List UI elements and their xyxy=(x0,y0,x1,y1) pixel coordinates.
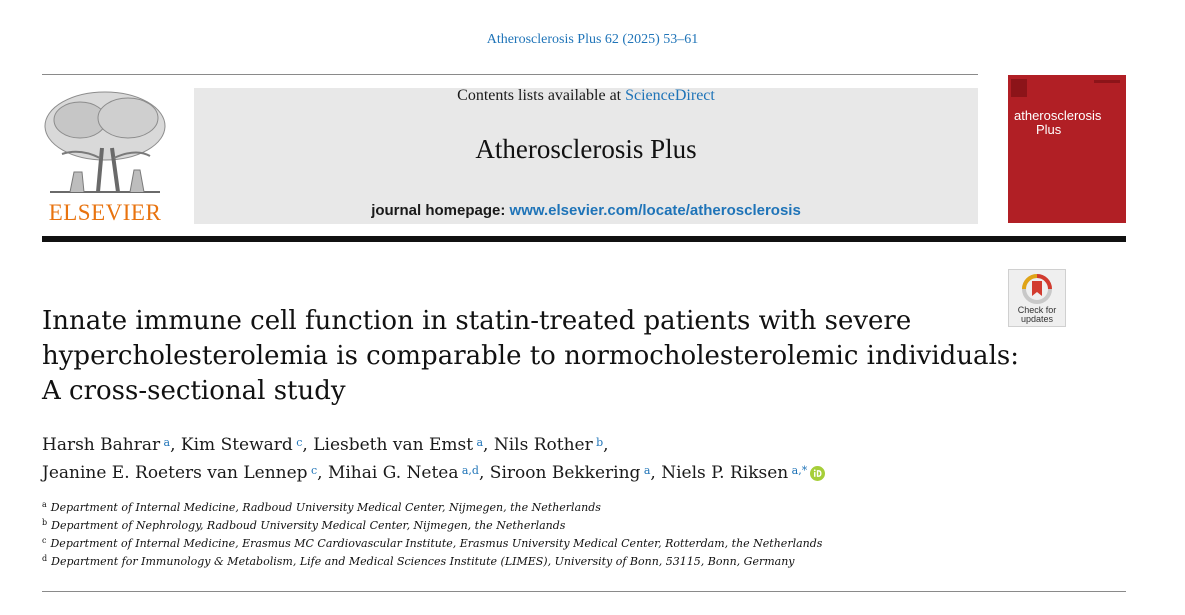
author-line-1: Harsh Bahrar $^a$, Kim Steward $^c$, Liesbeth van Emst $^a$, Nils Rother $^b$, xyxy=(42,435,609,455)
affiliation-text: Department of Internal Medicine, Erasmus MC Cardiovascular Institute, Erasmus University Medical Center, Rotterdam, the Netherlands xyxy=(50,537,823,550)
affiliation-text: Department of Nephrology, Radboud University Medical Center, Nijmegen, the Netherlands xyxy=(51,519,566,532)
bottom-rule xyxy=(42,591,1126,592)
cover-title-line1: atherosclerosis xyxy=(1014,108,1102,123)
affiliation-item xyxy=(42,499,1142,517)
contents-prefix: Contents lists available at xyxy=(457,87,626,104)
elsevier-wordmark: ELSEVIER xyxy=(48,200,162,225)
homepage-line xyxy=(194,202,978,219)
cover-title-line2: Plus xyxy=(1036,122,1062,137)
check-line1: Check for xyxy=(1017,305,1057,315)
author-name[interactable]: Siroon Bekkering xyxy=(489,463,641,483)
affiliation-text: Department for Immunology & Metabolism, Life and Medical Sciences Institute (LIMES), University of Bonn, 53115, Bonn, Germany xyxy=(51,555,795,568)
affiliation-list xyxy=(42,499,1142,571)
author-name[interactable]: Jeanine E. Roeters van Lennep xyxy=(42,463,308,483)
article-title xyxy=(42,304,1019,409)
sciencedirect-link[interactable]: ScienceDirect xyxy=(625,87,715,104)
cover-logo-icon xyxy=(1008,75,1126,105)
homepage-prefix: journal homepage: xyxy=(371,202,510,219)
cover-title xyxy=(1014,109,1126,137)
title-line: Innate immune cell function in statin-treated patients with severe xyxy=(42,306,912,336)
affiliation-marker[interactable]: c xyxy=(310,464,318,477)
affiliation-marker[interactable]: a,* xyxy=(791,464,808,477)
affiliation-marker[interactable]: a xyxy=(163,436,171,449)
affiliation-marker[interactable]: b xyxy=(596,436,604,449)
elsevier-logo[interactable] xyxy=(40,88,170,228)
homepage-link[interactable]: www.elsevier.com/locate/atherosclerosis xyxy=(509,202,801,219)
author-name[interactable]: Mihai G. Netea xyxy=(327,463,459,483)
author-name[interactable]: Nils Rother xyxy=(493,435,593,455)
journal-citation[interactable] xyxy=(0,32,1185,48)
affiliation-marker[interactable]: a,d xyxy=(461,464,479,477)
crossmark-icon xyxy=(1009,270,1065,306)
journal-banner xyxy=(194,88,978,224)
affiliation-marker[interactable]: a xyxy=(476,436,484,449)
affiliation-key: a xyxy=(42,500,47,509)
contents-line xyxy=(194,87,978,105)
affiliation-item xyxy=(42,535,1142,553)
elsevier-tree-logo-icon xyxy=(40,88,170,200)
top-rule xyxy=(42,74,978,75)
affiliation-key: d xyxy=(42,554,48,563)
affiliation-text: Department of Internal Medicine, Radboud University Medical Center, Nijmegen, the Netherlands xyxy=(50,501,601,514)
journal-name: Atherosclerosis Plus xyxy=(475,134,697,164)
affiliation-marker[interactable]: a xyxy=(643,464,651,477)
author-name[interactable]: Liesbeth van Emst xyxy=(313,435,474,455)
title-line: A cross-sectional study xyxy=(42,376,346,406)
citation-link[interactable]: Atherosclerosis Plus 62 (2025) 53–61 xyxy=(486,32,699,47)
affiliation-marker[interactable]: c xyxy=(296,436,303,449)
title-line: hypercholesterolemia is comparable to normocholesterolemic individuals: xyxy=(42,341,1019,371)
check-line2: updates xyxy=(1020,314,1054,324)
affiliation-item xyxy=(42,517,1142,535)
check-for-updates-button[interactable] xyxy=(1008,269,1066,327)
author-list xyxy=(42,431,1042,487)
check-for-updates-label xyxy=(1009,306,1065,324)
author-name[interactable]: Niels P. Riksen xyxy=(661,463,789,483)
affiliation-key: b xyxy=(42,518,48,527)
author-name[interactable]: Harsh Bahrar xyxy=(42,435,161,455)
affiliation-item xyxy=(42,553,1142,571)
header-thick-rule xyxy=(42,236,1126,242)
journal-cover[interactable] xyxy=(1008,75,1126,223)
orcid-icon[interactable] xyxy=(810,466,825,481)
affiliation-key: c xyxy=(42,536,47,545)
author-name[interactable]: Kim Steward xyxy=(180,435,293,455)
author-line-2: Jeanine E. Roeters van Lennep $^c$, Mihai G. Netea $^{a,d}$, Siroon Bekkering $^a$, Niels P. Riksen $^{a,*}$ xyxy=(42,459,1042,487)
